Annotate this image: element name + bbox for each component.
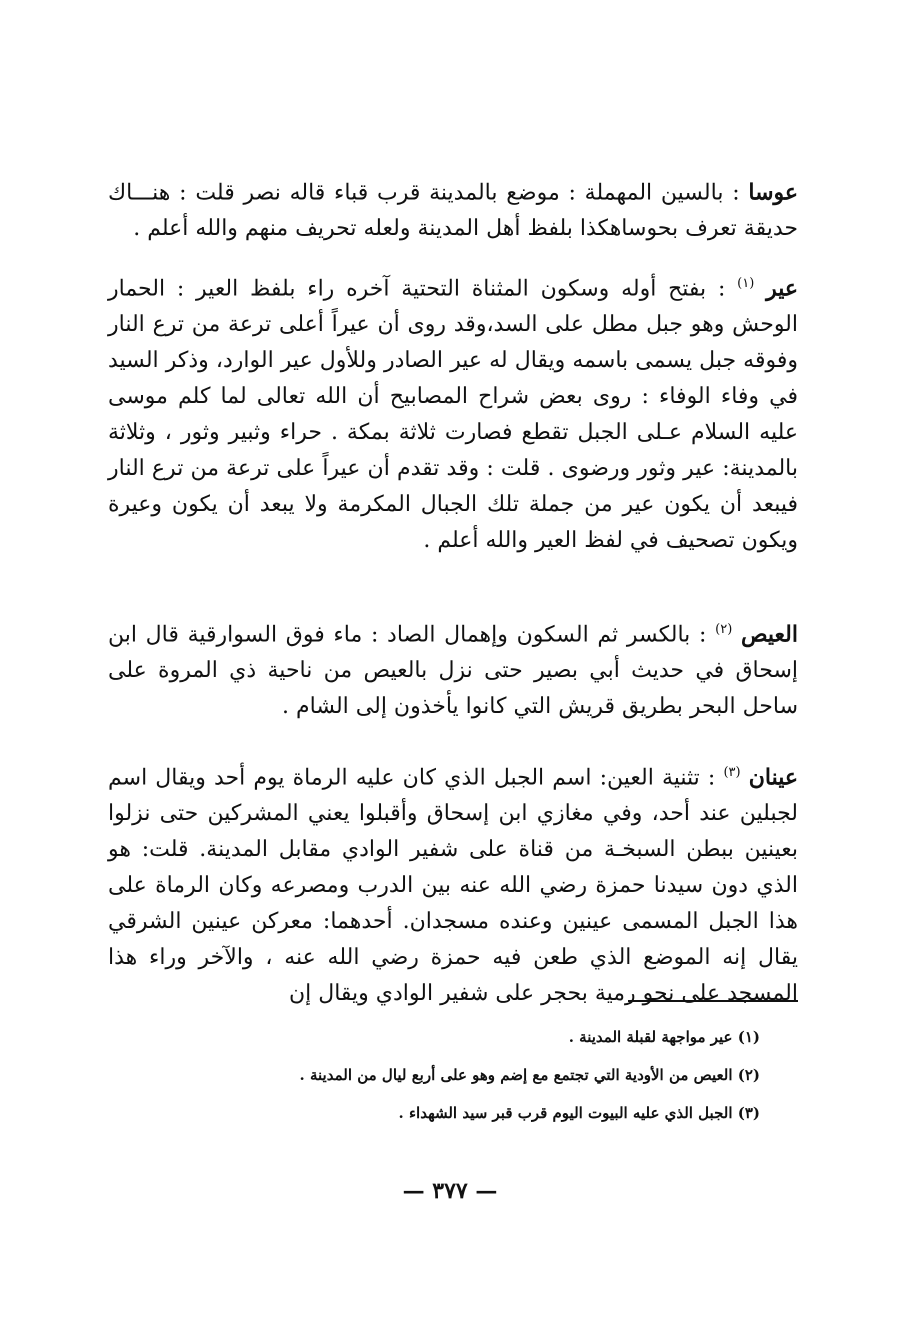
page-number: — ٣٧٧ — <box>402 1178 498 1204</box>
entry-text: : بالكسر ثم السكون وإهمال الصاد : ماء فوق السوارقية قال ابن إسحاق في حديث أبي بصير حتى نزل بالعيص من ناحية ذي المروة على ساحل البحر بطريق قريش التي كانوا يأخذون إلى الشام . <box>108 622 798 720</box>
entry-ayr <box>108 266 798 559</box>
footnote-ref: (١) <box>737 276 755 291</box>
footnote-2: (٢) العيص من الأودية التي تجتمع مع إضم وهو على أربع ليال من المدينة . <box>299 1066 760 1084</box>
footnotes <box>150 1018 760 1132</box>
footnote-divider <box>628 1000 798 1002</box>
footnote-ref: (٢) <box>715 622 733 637</box>
footnote-3: (٣) الجبل الذي عليه البيوت اليوم قرب قبر سيد الشهداء . <box>398 1104 760 1122</box>
entry-al-ays <box>108 612 798 725</box>
entry-awsa <box>108 170 798 247</box>
entry-headword: عينان <box>748 764 798 791</box>
entry-text: : بفتح أوله وسكون المثناة التحتية آخره راء بلفظ العير : الحمار الوحش وهو جبل مطل على السد،وقد روى أن عيراً أعلى ترعة من ترع النار وفوقه جبل يسمى باسمه ويقال له عير الصادر وللأول عير الوارد، وذكر السيد في وفاء الوفاء : روى بعض شراح المصابيح أن الله تعالى لما كلم موسى عليه السلام عـلى الجبل تقطع فصارت ثلاثة بمكة . حراء وثبير وثور ، وثلاثة بالمدينة: عير وثور ورضوى . قلت : وقد تقدم أن عيراً على ترعة من ترع النار فيبعد أن يكون عير من جملة تلك الجبال المكرمة ولا يبعد أن يكون وعيرة ويكون تصحيف في لفظ العير والله أعلم . <box>108 276 799 554</box>
footnote-1: (١) عير مواجهة لقبلة المدينة . <box>568 1028 760 1046</box>
entry-headword: عير <box>766 275 798 302</box>
entry-headword: عوسا <box>748 179 799 206</box>
entry-text: : بالسين المهملة : موضع بالمدينة قرب قباء قاله نصر قلت : هنـــاك حديقة تعرف بحوساهكذا بلفظ أهل المدينة ولعله تحريف منهم والله أعلم . <box>108 180 798 242</box>
entry-text: : تثنية العين: اسم الجبل الذي كان عليه الرماة يوم أحد ويقال اسم لجبلين عند أحد، وفي مغازي ابن إسحاق وأقبلوا يعني المشركين حتى نزلوا بعينين ببطن السبخـة من قناة على شفير الوادي مقابل المدينة. قلت: هو الذي دون سيدنا حمزة رضي الله عنه بين الدرب ومصرعه وكان الرماة على هذا الجبل المسمى عينين وعنده مسجدان. أحدهما: معركن عينين الشرقي يقال إنه الموضع الذي طعن فيه حمزة رضي الله عنه ، والآخر وراء هذا المسجد على نحو رمية بحجر على شفير الوادي ويقال إن <box>108 765 798 1007</box>
entry-headword: العيص <box>740 621 798 648</box>
footnote-ref: (٣) <box>723 765 741 780</box>
entry-aynan <box>108 755 798 1012</box>
